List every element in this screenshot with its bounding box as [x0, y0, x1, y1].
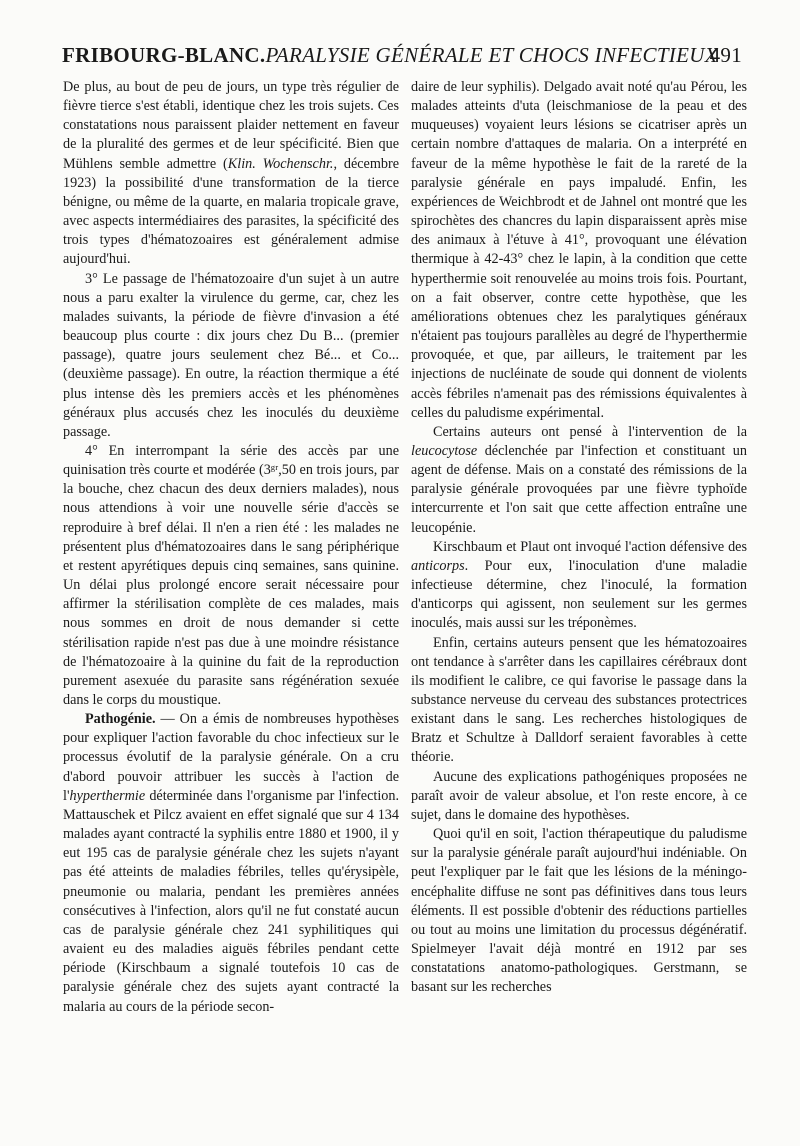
paragraph: Enfin, certains auteurs pensent que les hématozoaires ont tendance à s'arrêter dans les capillaires cérébraux dont ils modifient le calibre, ce qui favorise le passage dans la substance nerveuse du cerveau des substances protectrices existant dans le sang. Les recherches histologiques de Bratz et Schultze à Dalldorf seraient favorables à cette théorie. — [411, 634, 747, 766]
paragraph: Aucune des explications pathogéniques proposées ne paraît avoir de valeur absolue, et l'on reste encore, à ce sujet, dans le domaine des hypothèses. — [411, 768, 747, 823]
paragraph: Quoi qu'il en soit, l'action thérapeutique du paludisme sur la paralysie générale paraît aujourd'hui indéniable. On peut l'expliquer par le fait que les lésions de la méningo-encéphalite diffuse ne sont pas définitives dans tous leurs éléments. Il est possible d'obtenir des réductions partielles ou tout au moins une limitation du processus dégénératif. Spielmeyer l'avait déjà montré en 1912 par ses constatations anatomo-pathologiques. Gerstmann, se basant sur les recherches — [411, 826, 747, 996]
page-number: 491 — [709, 43, 742, 67]
citation: Klin. Wochenschr. — [227, 155, 334, 172]
running-header — [62, 38, 742, 72]
paragraph: Pathogénie. — On a émis de nombreuses hypothèses pour expliquer l'action favorable du choc infectieux sur le processus évolutif de la paralysie générale. On a cru d'abord pouvoir attribuer les succès à l'action de l'hyperthermie déterminée dans l'organisme par l'infection. Mattauschek et Pilcz avaient en effet signalé que sur 4 134 malades ayant contracté la syphilis entre 1880 et 1900, il y eut 195 cas de paralysie générale chez les sujets n'ayant pas été atteints de maladies fébriles, telles qu'érysipèle, pneumonie ou malaria, pendant les premières années consécutives à l'infection, alors qu'il ne fut constaté aucun cas de paralysie générale chez 241 syphilitiques qui avaient eu des maladies aiguës fébriles pendant cette période (Kirschbaum a signalé toutefois 10 cas de paralysie générale chez des sujets ayant contracté la malaria au cours de la période secon- — [63, 711, 399, 1015]
emphasized-term: anticorps — [411, 557, 465, 574]
section-heading: Pathogénie. — [85, 711, 156, 728]
running-header-author: FRIBOURG-BLANC. — [62, 43, 266, 67]
paragraph: De plus, au bout de peu de jours, un type très régulier de fièvre tierce s'est établi, identique chez les trois sujets. Ces constatations nous paraissent plaider nettement en faveur de la pluralité des germes et de leur spécificité. Bien que Mühlens semble admettre (Klin. Wochenschr., décembre 1923) la possibilité d'une transformation de la tierce bénigne, ou même de la quarte, en malaria tropicale grave, avec aspects intermédiaires des parasites, la spécificité des trois types d'hématozoaires est généralement admise aujourd'hui. — [63, 79, 399, 268]
running-header-title: PARALYSIE GÉNÉRALE ET CHOCS INFECTIEUX — [265, 43, 718, 67]
paragraph: Kirschbaum et Plaut ont invoqué l'action défensive des anticorps. Pour eux, l'inoculation d'une maladie infectieuse détermine, chez l'inoculé, la formation d'anticorps qui agissent, non seulement sur les germes inoculés, mais aussi sur les tréponèmes. — [411, 538, 747, 632]
paragraph: 3° Le passage de l'hématozoaire d'un sujet à un autre nous a paru exalter la virulence du germe, car, chez les malades suivants, la période de fièvre d'invasion a été beaucoup plus courte : dix jours chez Du B... (premier passage), quatre jours seulement chez Bé... et Co... (deuxième passage). En outre, la réaction thermique a été plus intense dès les premiers accès et les phénomènes généraux plus accusés chez les inoculés du deuxième passage. — [63, 270, 399, 440]
paragraph: daire de leur syphilis). Delgado avait noté qu'au Pérou, les malades atteints d'uta (leischmaniose de la peau et des muqueuses) voyaient leurs lésions se cicatriser après un certain nombre d'attaques de malaria. On a interprété en faveur de la même hypothèse le fait de la rareté de la paralysie générale en pays impaludé. Enfin, les expériences de Weichbrodt et de Jahnel ont montré que les spirochètes des chancres du lapin disparaissent après mise des animaux à l'étuve à 41°, provoquant une élévation thermique à 42-43° chez le lapin, à la condition que cette hyperthermie soit renouvelée au moins trois fois. Pourtant, on a fait observer, contre cette hypothèse, que les améliorations obtenues chez les paralytiques généraux n'étaient pas toujours parallèles au degré de l'hyperthermie provoquée, et que, par ailleurs, le traitement par les injections de nucléinate de soude qui donnent de violents accès fébriles n'amenait pas des rémissions équivalentes à celles du paludisme expérimental. — [411, 79, 747, 421]
paragraph: 4° En interrompant la série des accès par une quinisation très courte et modérée (3ᵍʳ,50 en trois jours, par la bouche, chez chacun des deux derniers malades), nous nous attendions à voir une nouvelle série d'accès se reproduire à bref délai. Il n'en a rien été : les malades ne présentent plus d'hématozoaires dans le sang périphérique et restent apyrétiques depuis cinq semaines, sans quinine. Un délai plus prolongé encore serait nécessaire pour affirmer la stérilisation complète de ces malades, mais nous sommes en droit de nous demander si cette stérilisation rapide n'est pas due à une moindre résistance de l'hématozoaire à la quinine du fait de la reproduction purement asexuée du parasite sans régénération sexuée dans le corps du moustique. — [63, 442, 399, 708]
right-column — [411, 78, 747, 998]
left-column — [63, 78, 399, 1017]
emphasized-term: hyperthermie — [69, 787, 146, 804]
paragraph: Certains auteurs ont pensé à l'intervention de la leucocytose déclenchée par l'infection et constituant un agent de défense. Mais on a constaté des rémissions de la paralysie générale provoquées par une fièvre typhoïde intercurrente et l'on sait que cette affection entraîne une leucopénie. — [411, 423, 747, 536]
emphasized-term: leucocytose — [411, 442, 478, 459]
